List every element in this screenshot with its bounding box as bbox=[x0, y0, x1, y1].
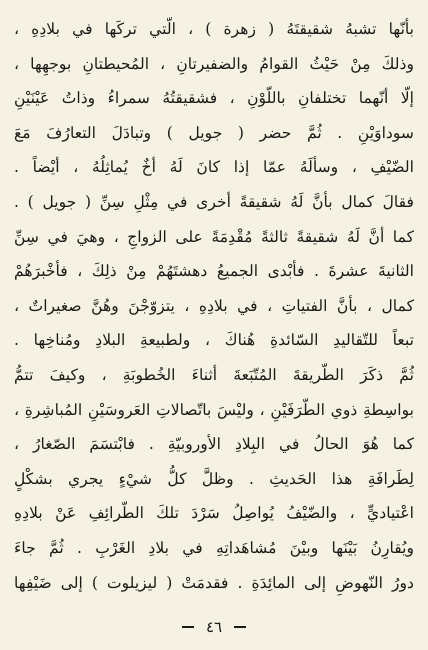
text-line: سوداوَيْنِ . ثُمَّ حضر ( جويل ) وتبادَلَ التعارُفَ مَعَ bbox=[14, 123, 414, 142]
text-line: الثانيةَ عشرةَ . فأبْدى الجميعُ دهشتَهُمْ مِنْ ذلِكَ ، فأخْبرَهُمْ bbox=[14, 262, 414, 281]
text-line: تبعاً للتّقاليدِ السّائدةِ هُناكَ ، ولطبيعةِ البلادِ ومُناخِها . bbox=[14, 331, 414, 350]
text-line: إلّا أنّهما تختلفانِ باللّوْنِ ، فشقيقتُهُ سمراءُ وذاتُ عَيْنَيْنِ bbox=[14, 89, 414, 108]
page-number: ٤٦ bbox=[205, 618, 223, 636]
text-line: كما أنَّ لَهُ شقيقةً ثالثةً مُقْدِمَةً على الزواجِ ، وهيَ في سِنِّ bbox=[14, 227, 414, 246]
text-line: الضّيْفِ ، وسألَهُ عمّا إذا كانَ لَهُ أخٌ يُماثِلُهُ ، أيْضاً . bbox=[14, 158, 414, 177]
dash-ornament bbox=[182, 626, 194, 627]
text-line: وذلكَ مِنْ حَيْثُ القوامُ والضفيرتانِ ، المُحيطتانِ بوجهِها ، bbox=[14, 54, 414, 73]
text-line: ثُمَّ ذكَرَ الطّريقةَ المُتّبَعةَ أثناءَ الخُطوبَةِ ، وكيفَ تتمُّ bbox=[14, 365, 414, 384]
text-line: بواسِطةِ ذوي الطّرَفَيْنِ ، وليْسَ باتّصالاتِ العَروسَيْنِ المُباشِرةِ ، bbox=[14, 400, 414, 419]
text-line: اعْتياديٍّ ، والضّيْفُ يُواصِلُ سَرْدَ تلكَ الطّرائِفِ عَنْ بلادِهِ bbox=[14, 504, 414, 523]
text-line: لِطَرافَةِ هذا الحَديثِ . وظلَّ كلُّ شيْءٍ يجري بشكْلٍ bbox=[14, 469, 414, 488]
text-line: كما هُوَ الحالُ في البِلادِ الأوروبيّةِ . فابْتسَمَ الصّغارُ ، bbox=[14, 435, 414, 454]
text-line: فقالَ كمال بأنَّ لَهُ شقيقةً أخرى في مِثْلِ سِنِّ ( جويل ) . bbox=[14, 192, 414, 211]
page-text bbox=[14, 12, 414, 600]
text-line: كمال ، بأنَّ الفتياتِ ، في بلادِهِ ، يتزوّجْنَ وهُنَّ صغيراتٌ ، bbox=[14, 296, 414, 315]
text-line: دورُ النّهوضِ إلى المائِدَةِ . فقدمَتْ ( ليزيلوت ) إلى ضَيْفِها bbox=[14, 573, 414, 592]
page-footer bbox=[0, 618, 428, 636]
text-line: ويُقارِنُ بَيْنَها وبيْنَ مُشاهَداتِهِ في بلادِ الغَرْبِ . ثُمَّ جاءَ bbox=[14, 538, 414, 557]
text-line: بأنّها تشبهُ شقيقتَهُ ( زهرة ) ، الّتي تركَها في بلادِهِ ، bbox=[14, 20, 414, 38]
dash-ornament bbox=[234, 626, 246, 627]
